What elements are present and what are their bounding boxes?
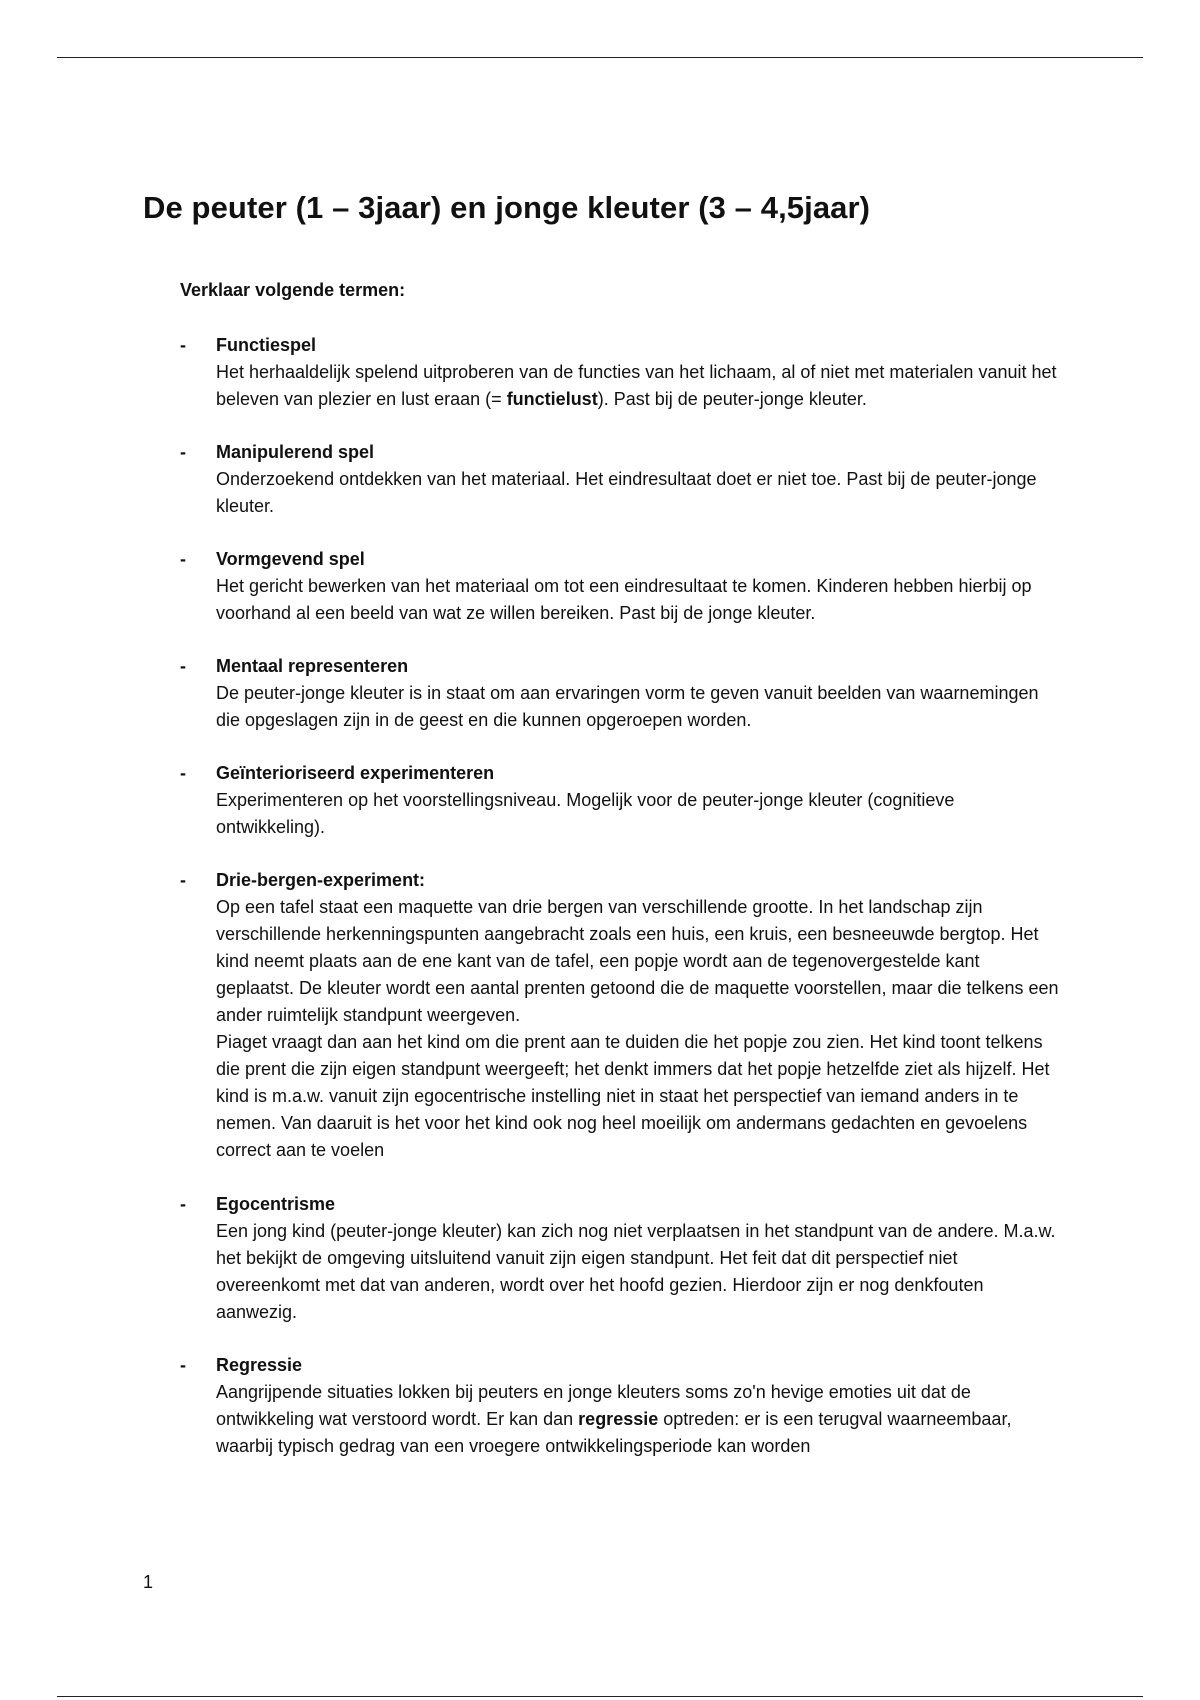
- bullet: -: [180, 1194, 186, 1214]
- term-name: Geïnterioriseerd experimenteren: [216, 763, 495, 783]
- header-rule: [57, 57, 1143, 58]
- bullet: -: [180, 549, 186, 569]
- term-description: De peuter-jonge kleuter is in staat om aan ervaringen vorm te geven vanuit beelden van waarnemingen die opgeslagen zijn in de geest en die kunnen opgeroepen worden.: [216, 683, 1039, 730]
- term-name: Egocentrisme: [216, 1194, 336, 1214]
- term-item-geinterioriseerd-experimenteren: [180, 760, 1060, 841]
- bullet: -: [180, 656, 186, 676]
- document-title: De peuter (1 – 3jaar) en jonge kleuter (3 – 4,5jaar): [143, 190, 871, 225]
- term-description: Op een tafel staat een maquette van drie bergen van verschillende grootte. In het landschap zijn verschillende herkenningspunten aangebracht zoals een huis, een kruis, een besneeuwde bergtop. Het kind neemt plaats aan de ene kant van de tafel, een popje wordt aan de tegenovergestelde kant geplaatst. De kleuter wordt een aantal prenten getoond die de maquette voorstellen, maar die telkens een ander ruimtelijk standpunt weergeven. Piaget vraagt dan aan het kind om die prent aan te duiden die het popje zou zien. Het kind toont telkens die prent die zijn eigen standpunt weergeeft; het denkt immers dat het popje hetzelfde ziet als hijzelf. Het kind is m.a.w. vanuit zijn egocentrische instelling niet in staat het perspectief van iemand anders in te nemen. Van daaruit is het voor het kind ook nog heel moeilijk om andermans gedachten en gevoelens correct aan te voelen: [216, 897, 1059, 1160]
- term-name: Regressie: [216, 1355, 303, 1375]
- term-description: Aangrijpende situaties lokken bij peuters en jonge kleuters soms zo'n hevige emoties uit dat de ontwikkeling wat verstoord wordt. Er kan dan regressie optreden: er is een terugval waarneembaar, waarbij typisch gedrag van een vroegere ontwikkelingsperiode kan worden: [216, 1382, 1012, 1456]
- term-item-drie-bergen-experiment: [180, 867, 1060, 1164]
- term-item-regressie: [180, 1352, 1060, 1460]
- term-item-manipulerend-spel: [180, 439, 1060, 520]
- bullet: -: [180, 1355, 186, 1375]
- bullet: -: [180, 763, 186, 783]
- term-description: Onderzoekend ontdekken van het materiaal. Het eindresultaat doet er niet toe. Past bij de peuter-jonge kleuter.: [216, 469, 1037, 516]
- term-list: [180, 332, 1060, 1486]
- term-description: Experimenteren op het voorstellingsniveau. Mogelijk voor de peuter-jonge kleuter (cognitieve ontwikkeling).: [216, 790, 955, 837]
- term-description: Het gericht bewerken van het materiaal om tot een eindresultaat te komen. Kinderen hebben hierbij op voorhand al een beeld van wat ze willen bereiken. Past bij de jonge kleuter.: [216, 576, 1032, 623]
- footer-rule: [57, 1696, 1143, 1697]
- bullet: -: [180, 335, 186, 355]
- term-item-functiespel: [180, 332, 1060, 413]
- term-description: Het herhaaldelijk spelend uitproberen van de functies van het lichaam, al of niet met materialen vanuit het beleven van plezier en lust eraan (= functielust). Past bij de peuter-jonge kleuter.: [216, 362, 1057, 409]
- bullet: -: [180, 870, 186, 890]
- page-number: 1: [143, 1572, 154, 1592]
- term-name: Drie-bergen-experiment:: [216, 870, 426, 890]
- term-name: Vormgevend spel: [216, 549, 365, 569]
- term-description: Een jong kind (peuter-jonge kleuter) kan zich nog niet verplaatsen in het standpunt van de andere. M.a.w. het bekijkt de omgeving uitsluitend vanuit zijn eigen standpunt. Het feit dat dit perspectief niet overeenkomt met dat van anderen, wordt over het hoofd gezien. Hierdoor zijn er nog denkfouten aanwezig.: [216, 1221, 1056, 1322]
- intro-heading: Verklaar volgende termen:: [180, 280, 406, 300]
- term-item-egocentrisme: [180, 1191, 1060, 1326]
- term-name: Mentaal representeren: [216, 656, 409, 676]
- term-name: Functiespel: [216, 335, 317, 355]
- bullet: -: [180, 442, 186, 462]
- term-name: Manipulerend spel: [216, 442, 375, 462]
- term-item-vormgevend-spel: [180, 546, 1060, 627]
- term-item-mentaal-representeren: [180, 653, 1060, 734]
